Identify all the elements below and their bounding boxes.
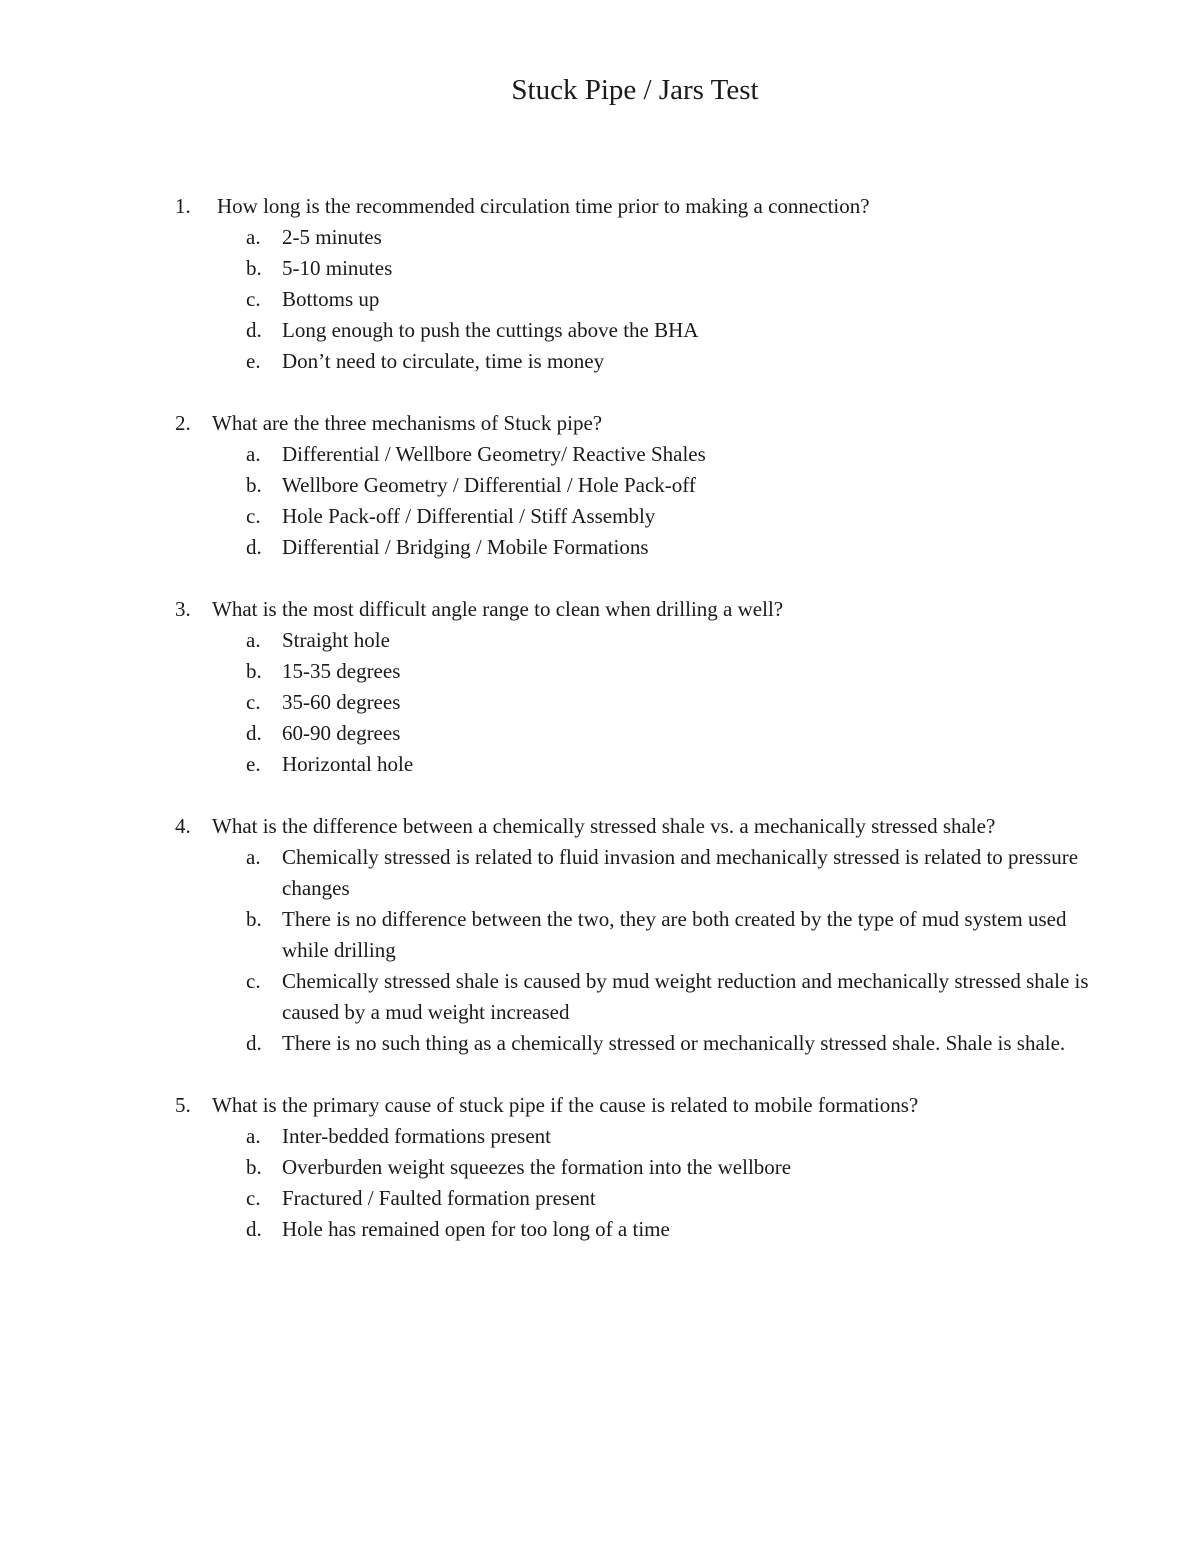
question-2 xyxy=(0,408,1200,563)
option-item xyxy=(0,1121,1200,1152)
option-text: 35-60 degrees xyxy=(282,690,401,714)
option-text: Chemically stressed shale is caused by mud weight reduction and mechanically stressed shale is caused by a mud weight increased xyxy=(282,969,1089,1024)
question-text: How long is the recommended circulation time prior to making a connection? xyxy=(217,194,870,218)
option-letter: d. xyxy=(246,1217,262,1241)
option-list xyxy=(0,625,1200,780)
option-text: Fractured / Faulted formation present xyxy=(282,1186,596,1210)
option-letter: a. xyxy=(246,845,261,869)
question-text: What are the three mechanisms of Stuck pipe? xyxy=(212,411,603,435)
option-text: 5-10 minutes xyxy=(282,256,393,280)
option-letter: d. xyxy=(246,318,262,342)
option-item xyxy=(0,1214,1200,1245)
option-item xyxy=(0,439,1200,470)
option-item xyxy=(0,718,1200,749)
option-text: Hole Pack-off / Differential / Stiff Assembly xyxy=(282,504,656,528)
option-letter: e. xyxy=(246,349,261,373)
question-text: What is the most difficult angle range to clean when drilling a well? xyxy=(212,597,784,621)
question-3 xyxy=(0,594,1200,780)
option-text: Hole has remained open for too long of a time xyxy=(282,1217,670,1241)
question-number: 1. xyxy=(175,194,191,218)
option-letter: a. xyxy=(246,628,261,652)
option-letter: c. xyxy=(246,504,261,528)
option-item xyxy=(0,1152,1200,1183)
option-letter: a. xyxy=(246,1124,261,1148)
option-text: 15-35 degrees xyxy=(282,659,401,683)
option-text: There is no such thing as a chemically stressed or mechanically stressed shale. Shale is shale. xyxy=(282,1031,1066,1055)
option-text: Long enough to push the cuttings above the BHA xyxy=(282,318,699,342)
question-number: 2. xyxy=(175,411,191,435)
option-text: There is no difference between the two, they are both created by the type of mud system used while drilling xyxy=(282,907,1067,962)
option-list xyxy=(0,439,1200,563)
option-item xyxy=(0,284,1200,315)
page-title: Stuck Pipe / Jars Test xyxy=(511,74,759,106)
option-letter: d. xyxy=(246,535,262,559)
option-item xyxy=(0,501,1200,532)
option-letter: b. xyxy=(246,907,262,931)
option-letter: d. xyxy=(246,1031,262,1055)
option-list xyxy=(0,1121,1200,1245)
question-4 xyxy=(0,811,1200,1059)
option-text: Don’t need to circulate, time is money xyxy=(282,349,605,373)
question-1 xyxy=(0,191,1200,377)
option-item xyxy=(0,687,1200,718)
question-number: 5. xyxy=(175,1093,191,1117)
option-list xyxy=(0,842,1200,1059)
option-item xyxy=(0,966,1200,1028)
option-item xyxy=(0,1028,1200,1059)
option-item xyxy=(0,656,1200,687)
option-item xyxy=(0,253,1200,284)
option-list xyxy=(0,222,1200,377)
option-item xyxy=(0,222,1200,253)
question-number: 4. xyxy=(175,814,191,838)
question-list xyxy=(0,191,1200,1276)
option-text: Differential / Bridging / Mobile Formations xyxy=(282,535,649,559)
option-letter: a. xyxy=(246,225,261,249)
option-item xyxy=(0,315,1200,346)
question-text: What is the primary cause of stuck pipe if the cause is related to mobile formations? xyxy=(212,1093,919,1117)
option-letter: c. xyxy=(246,287,261,311)
option-letter: c. xyxy=(246,1186,261,1210)
option-letter: b. xyxy=(246,1155,262,1179)
option-letter: c. xyxy=(246,690,261,714)
option-text: Chemically stressed is related to fluid invasion and mechanically stressed is related to pressure changes xyxy=(282,845,1079,900)
option-letter: c. xyxy=(246,969,261,993)
option-item xyxy=(0,346,1200,377)
question-number: 3. xyxy=(175,597,191,621)
option-text: Inter-bedded formations present xyxy=(282,1124,551,1148)
option-letter: b. xyxy=(246,256,262,280)
option-text: Differential / Wellbore Geometry/ Reactive Shales xyxy=(282,442,706,466)
option-letter: d. xyxy=(246,721,262,745)
option-text: Bottoms up xyxy=(282,287,380,311)
option-letter: a. xyxy=(246,442,261,466)
option-item xyxy=(0,625,1200,656)
option-text: 60-90 degrees xyxy=(282,721,401,745)
option-item xyxy=(0,842,1200,904)
option-letter: e. xyxy=(246,752,261,776)
option-text: Overburden weight squeezes the formation into the wellbore xyxy=(282,1155,792,1179)
option-item xyxy=(0,1183,1200,1214)
option-text: Horizontal hole xyxy=(282,752,414,776)
option-text: Wellbore Geometry / Differential / Hole Pack-off xyxy=(282,473,696,497)
option-text: Straight hole xyxy=(282,628,390,652)
option-item xyxy=(0,470,1200,501)
option-letter: b. xyxy=(246,659,262,683)
question-5 xyxy=(0,1090,1200,1245)
option-item xyxy=(0,749,1200,780)
option-item xyxy=(0,532,1200,563)
option-text: 2-5 minutes xyxy=(282,225,382,249)
option-letter: b. xyxy=(246,473,262,497)
option-item xyxy=(0,904,1200,966)
question-text: What is the difference between a chemically stressed shale vs. a mechanically stressed shale? xyxy=(212,814,996,838)
